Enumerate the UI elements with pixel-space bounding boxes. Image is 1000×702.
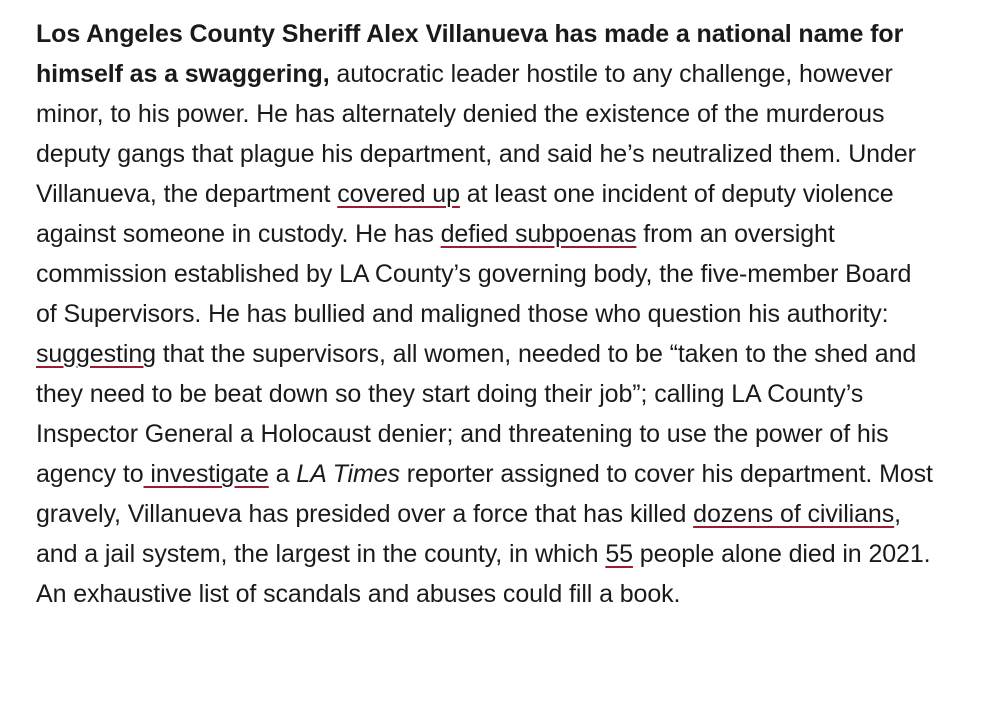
link-suggesting[interactable]: suggesting	[36, 340, 156, 368]
body-text: , and a jail system, the largest in the county, in which	[36, 500, 901, 568]
link-dozens-of-civilians[interactable]: dozens of civilians	[693, 500, 895, 528]
body-text: autocratic leader hostile to any challenge, however minor, to his power. He has alternately denied the existence of the murderous deputy gangs that plague his department, and said he’s neutralized them. Under Villanueva, the department	[36, 60, 916, 208]
la-times-title: LA Times	[296, 460, 400, 488]
link-defied-subpoenas[interactable]: defied subpoenas	[440, 220, 637, 248]
body-text: that the supervisors, all women, needed to be “taken to the shed and they need to be beat down so they start doing their job”; calling LA County’s Inspector General a Holocaust denier; and threatening to use the power of his agency to	[36, 340, 917, 488]
body-text: a	[268, 460, 297, 488]
lede-text: Los Angeles County Sheriff Alex Villanueva has made a national name for himself as a swaggering,	[36, 20, 904, 88]
body-text: reporter assigned to cover his department. Most gravely, Villanueva has presided over a force that has killed	[36, 460, 933, 528]
link-investigate[interactable]: investigate	[143, 460, 269, 488]
article-paragraph	[36, 14, 936, 614]
body-text: people alone died in 2021. An exhaustive list of scandals and abuses could fill a book.	[36, 540, 931, 608]
body-text: from an oversight commission established by LA County’s governing body, the five-member Board of Supervisors. He has bullied and maligned those who question his authority:	[36, 220, 912, 328]
link-55[interactable]: 55	[605, 540, 633, 568]
article-body	[36, 14, 936, 614]
body-text: at least one incident of deputy violence against someone in custody. He has	[36, 180, 894, 248]
link-covered-up[interactable]: covered up	[337, 180, 460, 208]
